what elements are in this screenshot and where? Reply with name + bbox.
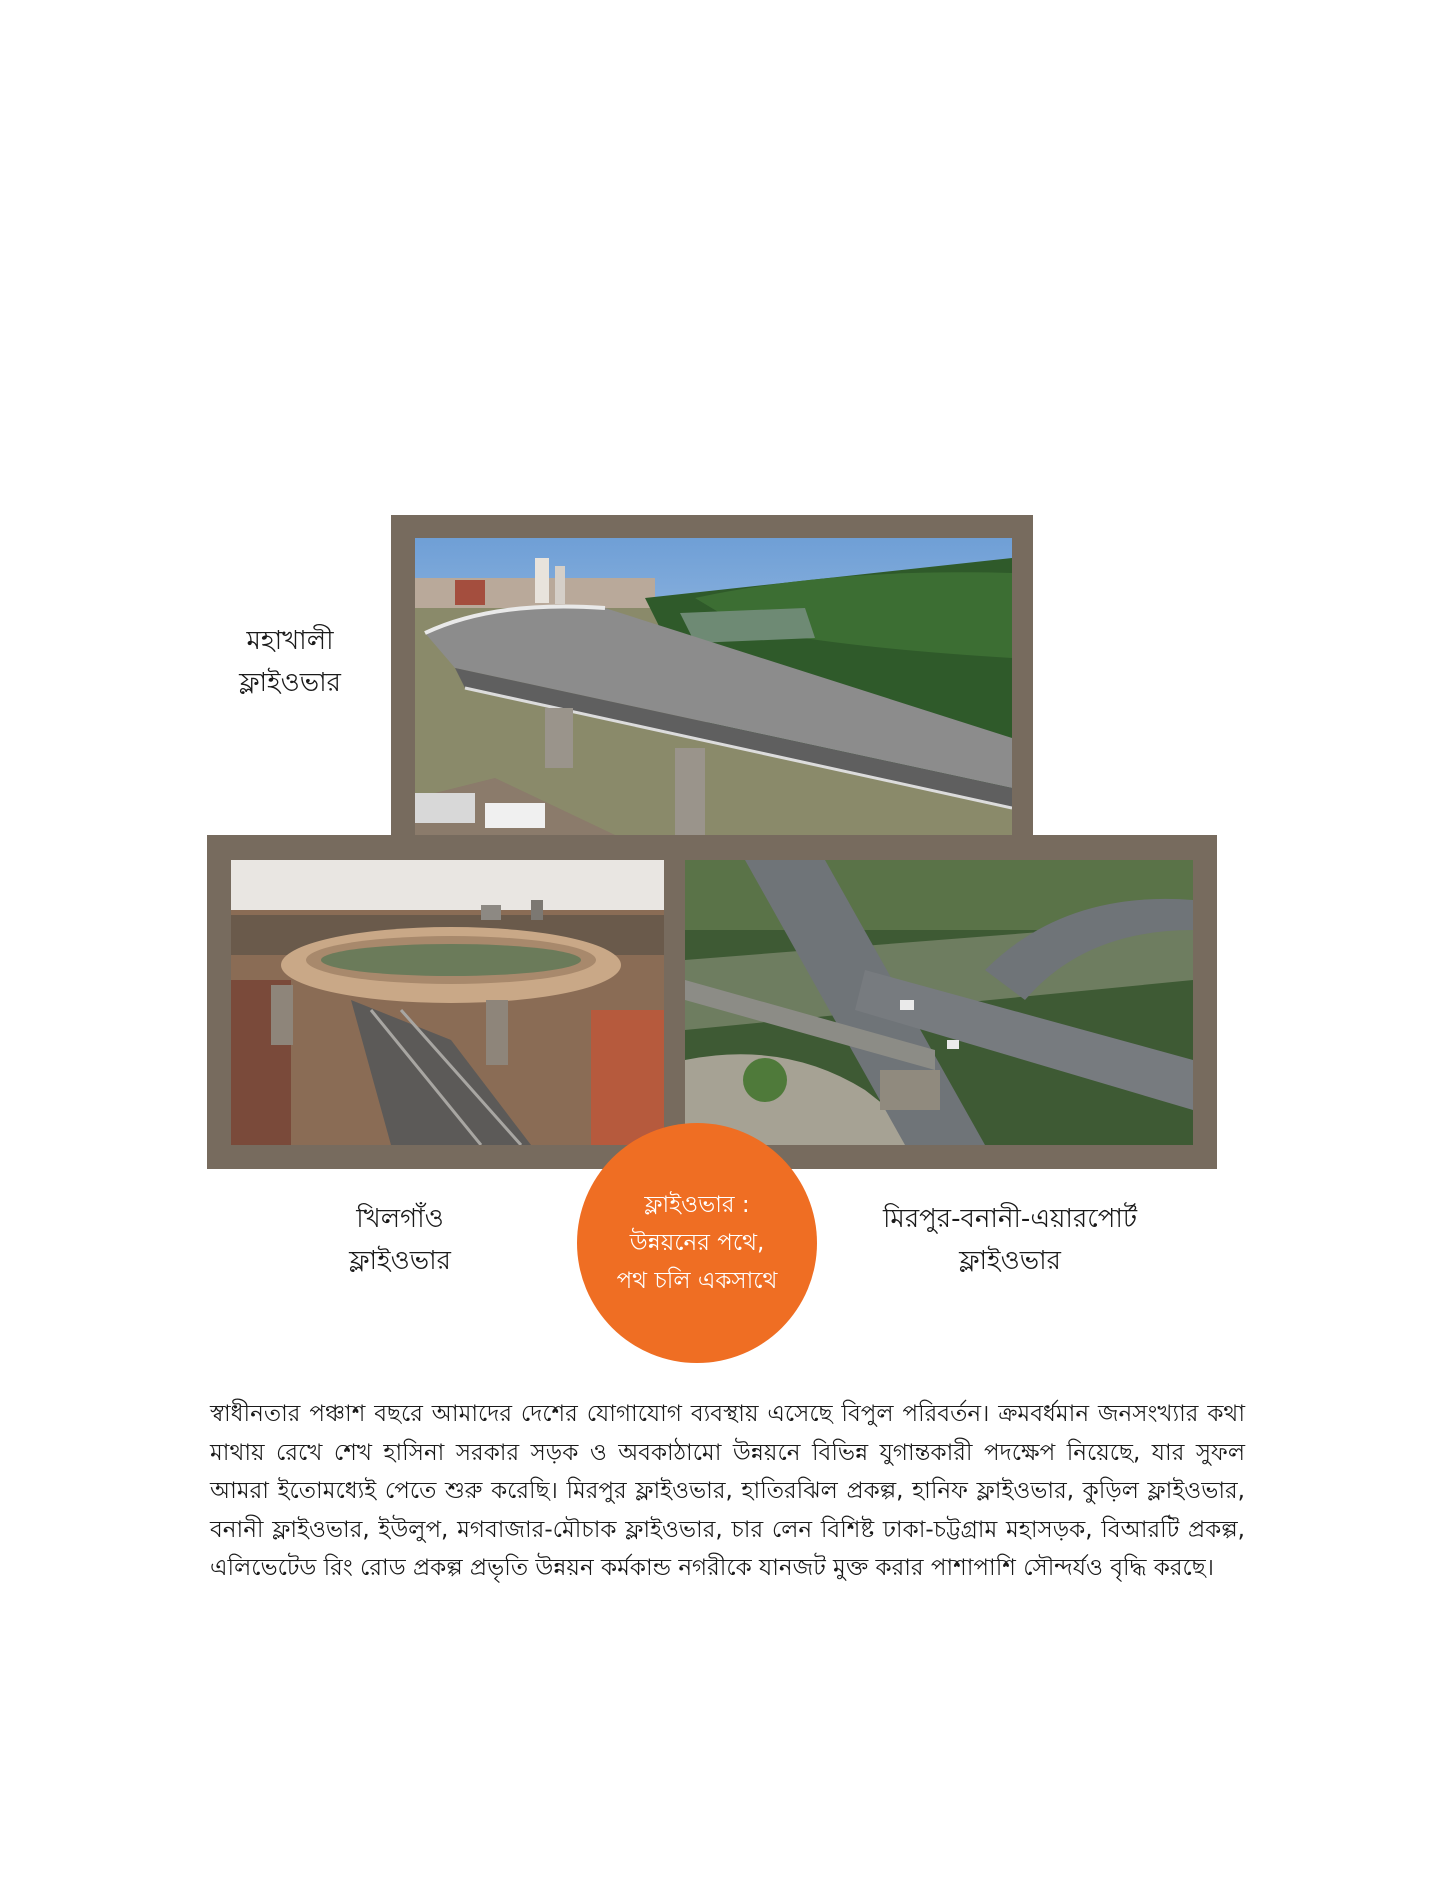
body-paragraph: স্বাধীনতার পঞ্চাশ বছরে আমাদের দেশের যোগাযোগ ব্যবস্থায় এসেছে বিপুল পরিবর্তন। ক্রমবর্ধমান জনসংখ্যার কথা মাথায় রেখে শেখ হাসিনা সরকার সড়ক ও অবকাঠামো উন্নয়নে বিভিন্ন যুগান্তকারী পদক্ষেপ নিয়েছে, যার সুফল আমরা ইতোমধ্যেই পেতে শুরু করেছি। মিরপুর ফ্লাইওভার, হাতিরঝিল প্রকল্প, হানিফ ফ্লাইওভার, কুড়িল ফ্লাইওভার, বনানী ফ্লাইওভার, ইউলুপ, মগবাজার-মৌচাক ফ্লাইওভার, চার লেন বিশিষ্ট ঢাকা-চট্টগ্রাম মহাসড়ক, বিআরটি প্রকল্প, এলিভেটেড রিং রোড প্রকল্প প্রভৃতি উন্নয়ন কর্মকান্ড নগরীকে যানজট মুক্ত করার পাশাপাশি সৌন্দর্যও বৃদ্ধি করছে। bbox=[210, 1401, 1245, 1581]
mirpur-caption-line-2: ফ্লাইওভার bbox=[959, 1246, 1061, 1276]
mohakhali-caption bbox=[210, 620, 370, 704]
callout-line-1: ফ্লাইওভার : bbox=[644, 1192, 750, 1218]
khilgaon-caption bbox=[320, 1198, 480, 1282]
khilgaon-flyover-photo bbox=[231, 860, 664, 1145]
mohakhali-caption-line-2: ফ্লাইওভার bbox=[239, 668, 341, 698]
mohakhali-caption-line-1: মহাখালী bbox=[246, 626, 334, 656]
khilgaon-caption-line-2: ফ্লাইওভার bbox=[349, 1246, 451, 1276]
callout-line-2: উন্নয়নের পথে, bbox=[629, 1230, 765, 1256]
mohakhali-flyover-photo bbox=[415, 538, 1012, 835]
khilgaon-caption-line-1: খিলগাঁও bbox=[356, 1204, 444, 1234]
callout-line-3: পথ চলি একসাথে bbox=[616, 1268, 778, 1294]
mirpur-caption-line-1: মিরপুর-বনানী-এয়ারপোর্ট bbox=[882, 1204, 1138, 1234]
mirpur-flyover-photo bbox=[685, 860, 1193, 1145]
flyover-callout-circle bbox=[577, 1123, 817, 1363]
mirpur-caption bbox=[845, 1198, 1175, 1282]
